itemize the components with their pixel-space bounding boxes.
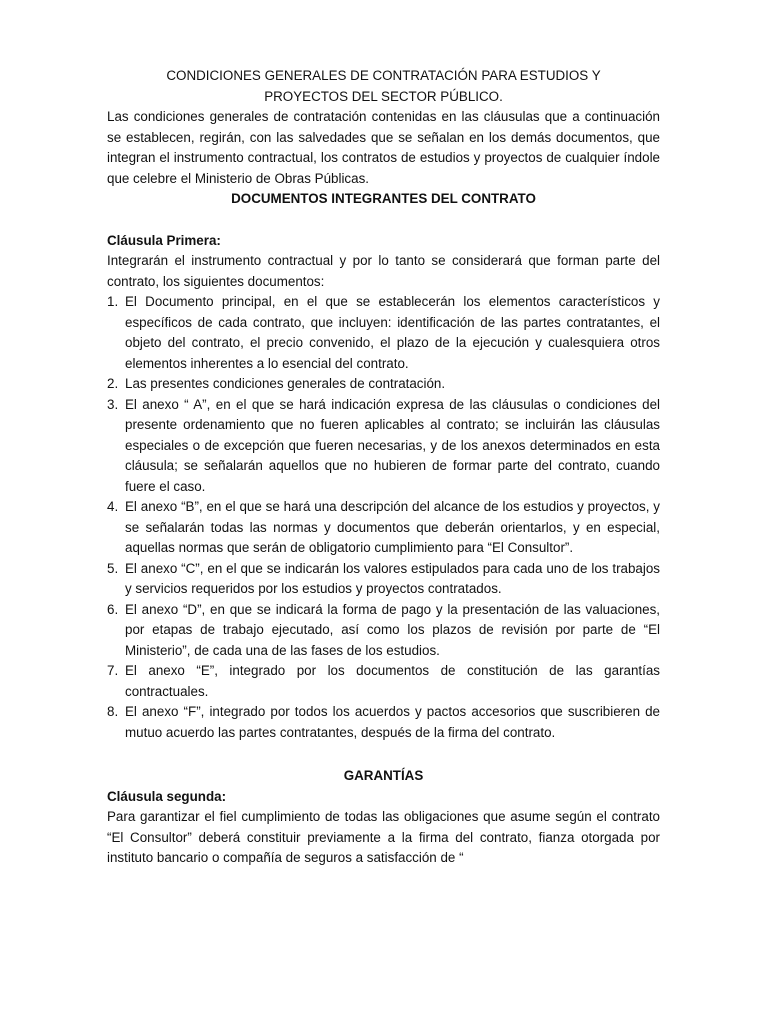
list-item-text: El anexo “E”, integrado por los documentos de constitución de las garantías contractuales. (125, 663, 660, 699)
list-item (107, 661, 660, 702)
list-item (107, 497, 660, 559)
section-heading-garantias: GARANTÍAS (343, 768, 424, 783)
list-item-text: El anexo “B”, en el que se hará una descripción del alcance de los estudios y proyectos, y se señalarán todas las normas y documentos que deberán orientarlos, y en especial, aquellas normas que serán de obligatorio cumplimiento para “El Consultor”. (125, 499, 660, 555)
list-item-number: 4. (107, 499, 119, 514)
list-item-text: El anexo “ A”, en el que se hará indicación expresa de las cláusulas o condiciones del presente ordenamiento que no fueren aplicables al contrato; se incluirán las cláusulas especiales o de excepción que fueren necesarias, y de los anexos determinados en esta cláusula; se señalarán aquellos que no hubieren de formar parte del contrato, cuando fuere el caso. (125, 396, 660, 494)
list-item-text: El anexo “D”, en que se indicará la forma de pago y la presentación de las valuaciones, por etapas de trabajo ejecutado, así como los plazos de revisión por parte de “El Ministerio”, de cada una de las fases de los estudios. (125, 601, 660, 658)
documents-list (107, 292, 660, 743)
list-item (107, 702, 660, 743)
list-item (107, 600, 660, 662)
clause-segunda-label: Cláusula segunda: (107, 788, 227, 804)
list-item-number: 1. (107, 294, 119, 309)
clause-primera-text: Integrarán el instrumento contractual y por lo tanto se considerará que forman parte del contrato, los siguientes documentos: (107, 253, 660, 289)
list-item-number: 3. (107, 396, 119, 412)
clause-primera-label: Cláusula Primera: (107, 232, 221, 248)
intro-paragraph: Las condiciones generales de contratación contenidas en las cláusulas que a continuación se establecen, regirán, con las salvedades que se señalan en los demás documentos, que integran el instrumento contractual, los contratos de estudios y proyectos de cualquier índole que celebre el Ministerio de Obras Públicas. (107, 109, 660, 186)
list-item (107, 292, 660, 374)
list-item-number: 8. (107, 704, 119, 719)
section-heading-documentos: DOCUMENTOS INTEGRANTES DEL CONTRATO (231, 191, 536, 206)
document-title-line2: PROYECTOS DEL SECTOR PÚBLICO. (264, 88, 503, 104)
list-item-number: 2. (107, 376, 119, 391)
clause-segunda-text: Para garantizar el fiel cumplimiento de todas las obligaciones que asume según el contrato “El Consultor” deberá constituir previamente a la firma del contrato, fianza otorgada por instituto bancario o compañía de seguros a satisfacción de “ (107, 809, 660, 865)
list-item (107, 559, 660, 600)
list-item-text: El anexo “F”, integrado por todos los acuerdos y pactos accesorios que suscribieren de mutuo acuerdo las partes contratantes, después de la firma del contrato. (125, 704, 660, 740)
spacer (107, 743, 660, 766)
list-item-number: 6. (107, 601, 119, 617)
list-item-number: 7. (107, 663, 119, 678)
list-item-text: El Documento principal, en el que se establecerán los elementos característicos y específicos de cada contrato, que incluyen: identificación de las partes contratantes, el objeto del contrato, el precio convenido, el plazo de la ejecución y cualesquiera otros elementos inherentes a lo esencial del contrato. (125, 294, 660, 371)
document-title-line1: CONDICIONES GENERALES DE CONTRATACIÓN PARA ESTUDIOS Y (166, 68, 601, 83)
list-item-text: El anexo “C”, en el que se indicarán los valores estipulados para cada uno de los trabajos y servicios requeridos por los estudios y proyectos contratados. (125, 560, 660, 596)
list-item (107, 374, 660, 395)
spacer (107, 210, 660, 231)
list-item (107, 395, 660, 498)
list-item-text: Las presentes condiciones generales de contratación. (125, 376, 446, 391)
document-page (107, 66, 660, 869)
list-item-number: 5. (107, 560, 119, 576)
